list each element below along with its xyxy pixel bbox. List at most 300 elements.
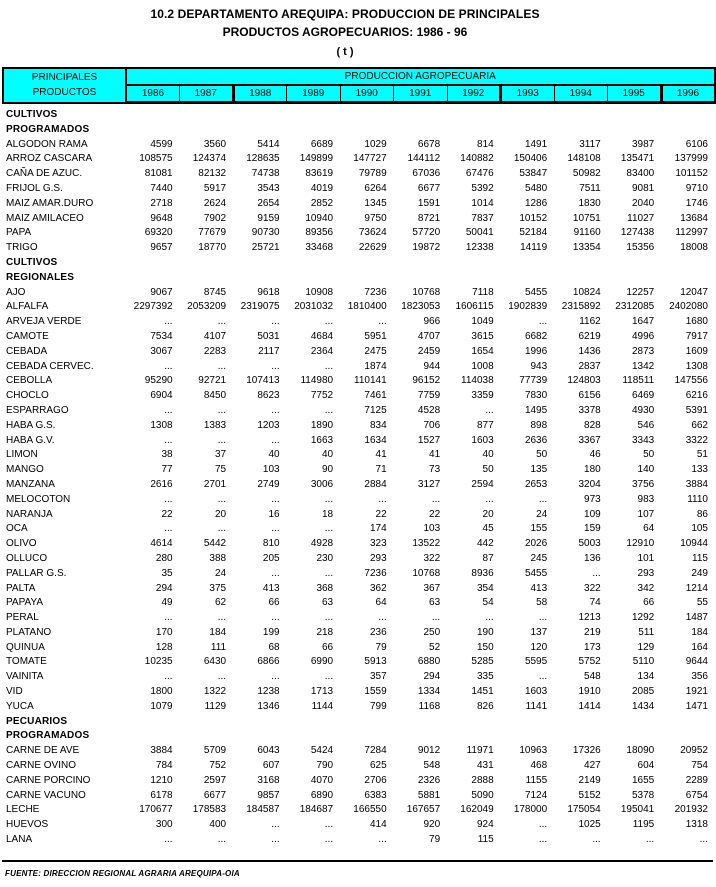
table-row — [2, 345, 714, 360]
row-label: ARVEJA VERDE — [6, 316, 82, 328]
cell-value: 5152 — [578, 789, 601, 801]
cell-value: 2701 — [203, 478, 227, 490]
cell-value: 96152 — [412, 375, 441, 387]
cell-value: 6866 — [257, 656, 280, 668]
cell-value: ... — [378, 834, 387, 846]
cell-value: 706 — [423, 419, 441, 431]
cell-value: 5752 — [578, 656, 601, 668]
cell-value: 205 — [262, 552, 280, 564]
cell-value: 1014 — [471, 197, 494, 209]
cell-value: 6156 — [578, 390, 601, 402]
year-header-1986: 1986 — [126, 85, 180, 103]
cell-value: 63 — [429, 597, 441, 609]
cell-value: 2312085 — [615, 301, 655, 313]
cell-value: 6677 — [417, 182, 441, 194]
cell-value: 6043 — [257, 745, 280, 757]
cell-value: 2749 — [257, 478, 280, 490]
cell-value: 1606115 — [455, 301, 494, 313]
row-label: ARROZ CASCARA — [6, 153, 93, 165]
cell-value: 1079 — [150, 700, 173, 712]
cell-value: 442 — [476, 538, 494, 550]
cell-value: 18770 — [198, 242, 227, 254]
cell-value: 6219 — [578, 330, 601, 342]
cell-value: 356 — [691, 671, 708, 683]
cell-value: 87 — [482, 552, 494, 564]
cell-value: 754 — [691, 760, 708, 772]
cell-value: 9644 — [685, 656, 708, 668]
cell-value: 1603 — [524, 686, 548, 698]
cell-value: 79 — [429, 834, 441, 846]
row-label: PALLAR G.S. — [6, 567, 67, 579]
cell-value: 2718 — [150, 197, 173, 209]
cell-value: 1634 — [364, 434, 387, 446]
cell-value: 1049 — [471, 316, 494, 328]
cell-value: 150406 — [513, 153, 548, 165]
cell-value: 4996 — [631, 330, 655, 342]
row-label: ALFALFA — [6, 301, 49, 313]
cell-value: 3117 — [579, 138, 601, 150]
cell-value: 230 — [316, 552, 334, 564]
cell-value: ... — [324, 360, 334, 372]
cell-value: 799 — [369, 700, 387, 712]
page-subtitle: PRODUCTOS AGROPECUARIOS: 1986 - 96 — [222, 25, 468, 39]
cell-value: 3067 — [150, 345, 173, 357]
cell-value: 25721 — [251, 242, 280, 254]
cell-value: 128 — [155, 641, 173, 653]
cell-value: 66 — [268, 597, 280, 609]
cell-value: 73 — [429, 464, 441, 476]
cell-value: ... — [217, 671, 227, 683]
cell-value: ... — [324, 612, 334, 624]
cell-value: 3127 — [417, 478, 441, 490]
cell-value: 1345 — [364, 197, 387, 209]
cell-value: 966 — [423, 316, 441, 328]
cell-value: 53847 — [519, 168, 548, 180]
cell-value: 5442 — [203, 538, 227, 550]
row-label: CARNE OVINO — [6, 760, 77, 772]
cell-value: ... — [324, 819, 334, 831]
corner-line-2: PRODUCTOS — [32, 87, 97, 99]
cell-value: 342 — [637, 582, 655, 594]
cell-value: 1471 — [685, 700, 708, 712]
cell-value: 90730 — [251, 227, 280, 239]
cell-value: 51 — [696, 449, 708, 461]
cell-value: ... — [217, 360, 227, 372]
cell-value: 9012 — [417, 745, 441, 757]
cell-value: ... — [164, 523, 173, 535]
table-row — [2, 493, 714, 508]
table-row — [2, 167, 714, 182]
cell-value: 2852 — [310, 197, 334, 209]
cell-value: 7902 — [203, 212, 227, 224]
cell-value: 184687 — [299, 804, 334, 816]
cell-value: 294 — [155, 582, 173, 594]
cell-value: 1491 — [524, 138, 548, 150]
cell-value: 6383 — [364, 789, 387, 801]
cell-value: 4684 — [310, 330, 334, 342]
cell-value: 10944 — [680, 538, 708, 550]
cell-value: 511 — [638, 626, 655, 638]
page-title: 10.2 DEPARTAMENTO AREQUIPA: PRODUCCION DE PRINCIPALES — [150, 7, 540, 21]
row-label: LECHE — [6, 804, 40, 816]
cell-value: 6106 — [685, 138, 708, 150]
cell-value: 64 — [375, 597, 387, 609]
row-label: HABA G.S. — [6, 419, 56, 431]
cell-value: 22 — [429, 508, 441, 520]
row-label: PAPA — [6, 227, 32, 239]
table-row — [2, 685, 714, 700]
cell-value: ... — [538, 316, 548, 328]
cell-value: 5595 — [524, 656, 548, 668]
cell-value: 5378 — [631, 789, 655, 801]
cell-value: 20 — [214, 508, 227, 520]
cell-value: 4930 — [631, 404, 655, 416]
cell-value: ... — [324, 316, 334, 328]
cell-value: 50 — [482, 464, 494, 476]
table-row — [2, 596, 714, 611]
cell-value: 7752 — [310, 390, 334, 402]
cell-value: 2616 — [150, 478, 173, 490]
row-label: VID — [6, 686, 23, 698]
cell-value: 175054 — [567, 804, 601, 816]
cell-value: ... — [217, 434, 227, 446]
cell-value: 357 — [369, 671, 387, 683]
cell-value: 1680 — [685, 316, 708, 328]
cell-value: 75 — [214, 464, 227, 476]
cell-value: 7837 — [471, 212, 494, 224]
row-label: HUEVOS — [6, 819, 49, 831]
cell-value: 7125 — [364, 404, 387, 416]
cell-value: 64 — [643, 523, 655, 535]
cell-value: 20 — [482, 508, 494, 520]
header-row-top — [3, 68, 715, 85]
cell-value: 1609 — [685, 345, 708, 357]
row-label: MANGO — [6, 464, 44, 476]
cell-value: 3343 — [631, 434, 655, 446]
cell-value: 135 — [530, 464, 548, 476]
cell-value: 147727 — [353, 153, 387, 165]
table-row — [2, 670, 714, 685]
cell-value: 5031 — [257, 330, 280, 342]
cell-value: 414 — [369, 819, 387, 831]
source-note: FUENTE: DIRECCION REGIONAL AGRARIA AREQUIPA-OIA — [5, 868, 240, 878]
cell-value: 1334 — [417, 686, 441, 698]
row-label: TRIGO — [6, 242, 38, 254]
cell-value: 218 — [316, 626, 334, 638]
table-row — [2, 419, 714, 434]
cell-value: 101 — [637, 552, 655, 564]
row-label: CEBADA CERVEC. — [6, 360, 94, 372]
section-heading-row — [2, 729, 714, 744]
row-label: CARNE VACUNO — [6, 789, 86, 801]
table-row — [2, 389, 714, 404]
cell-value: ... — [485, 404, 494, 416]
cell-value: ... — [538, 819, 548, 831]
cell-value: ... — [271, 612, 280, 624]
cell-value: ... — [271, 434, 280, 446]
cell-value: 24 — [536, 508, 548, 520]
cell-value: 20952 — [680, 745, 708, 757]
cell-value: 9857 — [257, 789, 280, 801]
cell-value: 81081 — [144, 168, 173, 180]
cell-value: 625 — [369, 760, 387, 772]
cell-value: 184 — [209, 626, 227, 638]
title-block — [0, 0, 690, 58]
cell-value: 73624 — [358, 227, 387, 239]
cell-value: ... — [485, 493, 494, 505]
cell-value: 1800 — [150, 686, 173, 698]
row-label: HABA G.V. — [6, 434, 55, 446]
cell-value: 3615 — [471, 330, 494, 342]
table-row — [2, 478, 714, 493]
cell-value: 67476 — [465, 168, 494, 180]
table-row — [2, 508, 714, 523]
row-label: LIMON — [6, 449, 38, 461]
row-label: CEBADA — [6, 345, 48, 357]
cell-value: 129 — [637, 641, 655, 653]
cell-value: 52184 — [519, 227, 548, 239]
cell-value: 3884 — [150, 745, 173, 757]
cell-value: 219 — [584, 626, 601, 638]
cell-value: 184 — [691, 626, 708, 638]
cell-value: 16 — [268, 508, 280, 520]
group-header: PRODUCCION AGROPECUARIA — [126, 68, 715, 85]
cell-value: 18008 — [680, 242, 708, 254]
row-label: FRIJOL G.S. — [6, 182, 63, 194]
cell-value: ... — [538, 834, 548, 846]
cell-value: 38 — [161, 449, 173, 461]
cell-value: 107 — [637, 508, 655, 520]
table-row — [2, 360, 714, 375]
cell-value: 164 — [691, 641, 708, 653]
cell-value: 17326 — [572, 745, 601, 757]
cell-value: 11971 — [466, 745, 494, 757]
cell-value: 6216 — [685, 390, 708, 402]
cell-value: 71 — [375, 464, 387, 476]
cell-value: ... — [271, 567, 280, 579]
table-row — [2, 552, 714, 567]
cell-value: 1663 — [310, 434, 334, 446]
row-label: CAMOTE — [6, 330, 49, 342]
cell-value: 1342 — [631, 360, 655, 372]
cell-value: 134 — [637, 671, 655, 683]
cell-value: 148108 — [567, 153, 601, 165]
cell-value: 180 — [584, 464, 601, 476]
table-row — [2, 700, 714, 715]
cell-value: 1890 — [310, 419, 334, 431]
cell-value: 136 — [584, 552, 601, 564]
table-row — [2, 152, 714, 167]
cell-value: 293 — [369, 552, 387, 564]
cell-value: 6469 — [631, 390, 655, 402]
cell-value: 1322 — [203, 686, 227, 698]
cell-value: 1603 — [471, 434, 494, 446]
cell-value: 752 — [209, 760, 227, 772]
cell-value: 89356 — [305, 227, 334, 239]
cell-value: 1308 — [150, 419, 173, 431]
cell-value: 4614 — [150, 538, 173, 550]
cell-value: 413 — [262, 582, 280, 594]
cell-value: 10235 — [144, 656, 173, 668]
cell-value: 2888 — [471, 774, 494, 786]
cell-value: 135471 — [620, 153, 655, 165]
cell-value: 7534 — [150, 330, 173, 342]
cell-value: 1168 — [418, 700, 441, 712]
cell-value: 9081 — [631, 182, 655, 194]
cell-value: 6689 — [310, 138, 334, 150]
cell-value: 108575 — [139, 153, 173, 165]
cell-value: 898 — [530, 419, 548, 431]
cell-value: 323 — [369, 538, 387, 550]
row-label: OCA — [6, 523, 28, 535]
table-row — [2, 197, 714, 212]
cell-value: 1213 — [578, 612, 601, 624]
cell-value: 83619 — [305, 168, 334, 180]
cell-value: ... — [324, 493, 334, 505]
year-header-1987: 1987 — [180, 85, 234, 103]
cell-value: 1141 — [525, 700, 548, 712]
year-header-1989: 1989 — [287, 85, 341, 103]
cell-value: 9710 — [685, 182, 708, 194]
cell-value: 79789 — [358, 168, 387, 180]
cell-value: 22629 — [358, 242, 387, 254]
cell-value: 3378 — [578, 404, 601, 416]
cell-value: 1527 — [417, 434, 441, 446]
section-heading-row — [2, 256, 714, 271]
table-row — [2, 537, 714, 552]
cell-value: 7759 — [417, 390, 441, 402]
section-heading-label: PROGRAMADOS — [6, 123, 90, 135]
cell-value: 7830 — [524, 390, 548, 402]
table-row — [2, 448, 714, 463]
cell-value: ... — [271, 834, 280, 846]
cell-value: ... — [324, 523, 334, 535]
cell-value: 468 — [530, 760, 548, 772]
section-heading-row — [2, 123, 714, 138]
cell-value: 7236 — [364, 567, 387, 579]
year-header-1996: 1996 — [661, 85, 715, 103]
cell-value: 127438 — [620, 227, 655, 239]
cell-value: 37 — [214, 449, 227, 461]
cell-value: 5285 — [471, 656, 494, 668]
row-label: VAINITA — [6, 671, 44, 683]
cell-value: 166550 — [353, 804, 387, 816]
cell-value: 9648 — [150, 212, 173, 224]
cell-value: 7124 — [524, 789, 548, 801]
year-header-1991: 1991 — [394, 85, 448, 103]
cell-value: 10768 — [412, 567, 441, 579]
cell-value: 9159 — [257, 212, 280, 224]
cell-value: 178000 — [513, 804, 548, 816]
cell-value: 18 — [322, 508, 334, 520]
cell-value: 1874 — [364, 360, 387, 372]
cell-value: ... — [538, 612, 548, 624]
cell-value: 8721 — [417, 212, 441, 224]
cell-value: 1451 — [471, 686, 494, 698]
cell-value: 114038 — [461, 375, 494, 387]
cell-value: 368 — [316, 582, 334, 594]
cell-value: 11027 — [627, 212, 655, 224]
cell-value: ... — [324, 567, 334, 579]
row-label: QUINUA — [6, 641, 45, 653]
cell-value: 249 — [691, 567, 708, 579]
row-label: MAIZ AMILACEO — [6, 212, 84, 224]
cell-value: 604 — [637, 760, 655, 772]
cell-value: 1346 — [257, 700, 280, 712]
cell-value: 120 — [530, 641, 548, 653]
cell-value: 1008 — [471, 360, 494, 372]
cell-value: 7511 — [579, 182, 601, 194]
row-label: CEBOLLA — [6, 375, 53, 387]
row-label: ESPARRAGO — [6, 404, 69, 416]
row-label: OLLUCO — [6, 552, 48, 564]
cell-value: ... — [324, 834, 334, 846]
cell-value: 190 — [476, 626, 494, 638]
cell-value: 10768 — [412, 286, 441, 298]
cell-value: 10751 — [572, 212, 601, 224]
table-header — [2, 67, 716, 104]
row-label: ALGODON RAMA — [6, 138, 88, 150]
cell-value: 814 — [476, 138, 494, 150]
table-row — [2, 138, 714, 153]
cell-value: ... — [164, 404, 173, 416]
cell-value: 1902839 — [508, 301, 548, 313]
cell-value: 2326 — [417, 774, 441, 786]
row-label: CARNE PORCINO — [6, 774, 91, 786]
cell-value: 92721 — [198, 375, 227, 387]
cell-value: 2149 — [578, 774, 601, 786]
row-label: CARNE DE AVE — [6, 745, 80, 757]
year-header-1988: 1988 — [233, 85, 287, 103]
cell-value: 6677 — [203, 789, 227, 801]
cell-value: 83400 — [626, 168, 655, 180]
cell-value: 1025 — [578, 819, 601, 831]
cell-value: 2315892 — [561, 301, 601, 313]
cell-value: 920 — [423, 819, 441, 831]
cell-value: 1195 — [632, 819, 655, 831]
cell-value: 40 — [322, 449, 334, 461]
cell-value: 2653 — [524, 478, 548, 490]
cell-value: 128635 — [246, 153, 280, 165]
cell-value: 250 — [423, 626, 441, 638]
cell-value: 112997 — [675, 227, 708, 239]
cell-value: 388 — [209, 552, 227, 564]
section-heading-label: PROGRAMADOS — [6, 730, 90, 742]
cell-value: 5110 — [632, 656, 655, 668]
cell-value: 1029 — [364, 138, 387, 150]
cell-value: 4019 — [310, 182, 334, 194]
cell-value: 118511 — [622, 375, 655, 387]
cell-value: 1210 — [150, 774, 173, 786]
cell-value: ... — [324, 671, 334, 683]
cell-value: 3168 — [257, 774, 280, 786]
corner-line-1: PRINCIPALES — [31, 72, 98, 84]
cell-value: 5003 — [578, 538, 601, 550]
cell-value: 77 — [161, 464, 173, 476]
cell-value: 52 — [429, 641, 441, 653]
cell-value: ... — [217, 404, 227, 416]
cell-value: 41 — [429, 449, 441, 461]
row-label: CAÑA DE AZUC. — [6, 168, 83, 180]
cell-value: 236 — [369, 626, 387, 638]
cell-value: 2459 — [417, 345, 441, 357]
cell-value: 1155 — [525, 774, 548, 786]
cell-value: 1996 — [524, 345, 548, 357]
cell-value: 124374 — [192, 153, 227, 165]
cell-value: 95290 — [144, 375, 173, 387]
cell-value: 3884 — [685, 478, 708, 490]
row-label: NARANJA — [6, 508, 53, 520]
